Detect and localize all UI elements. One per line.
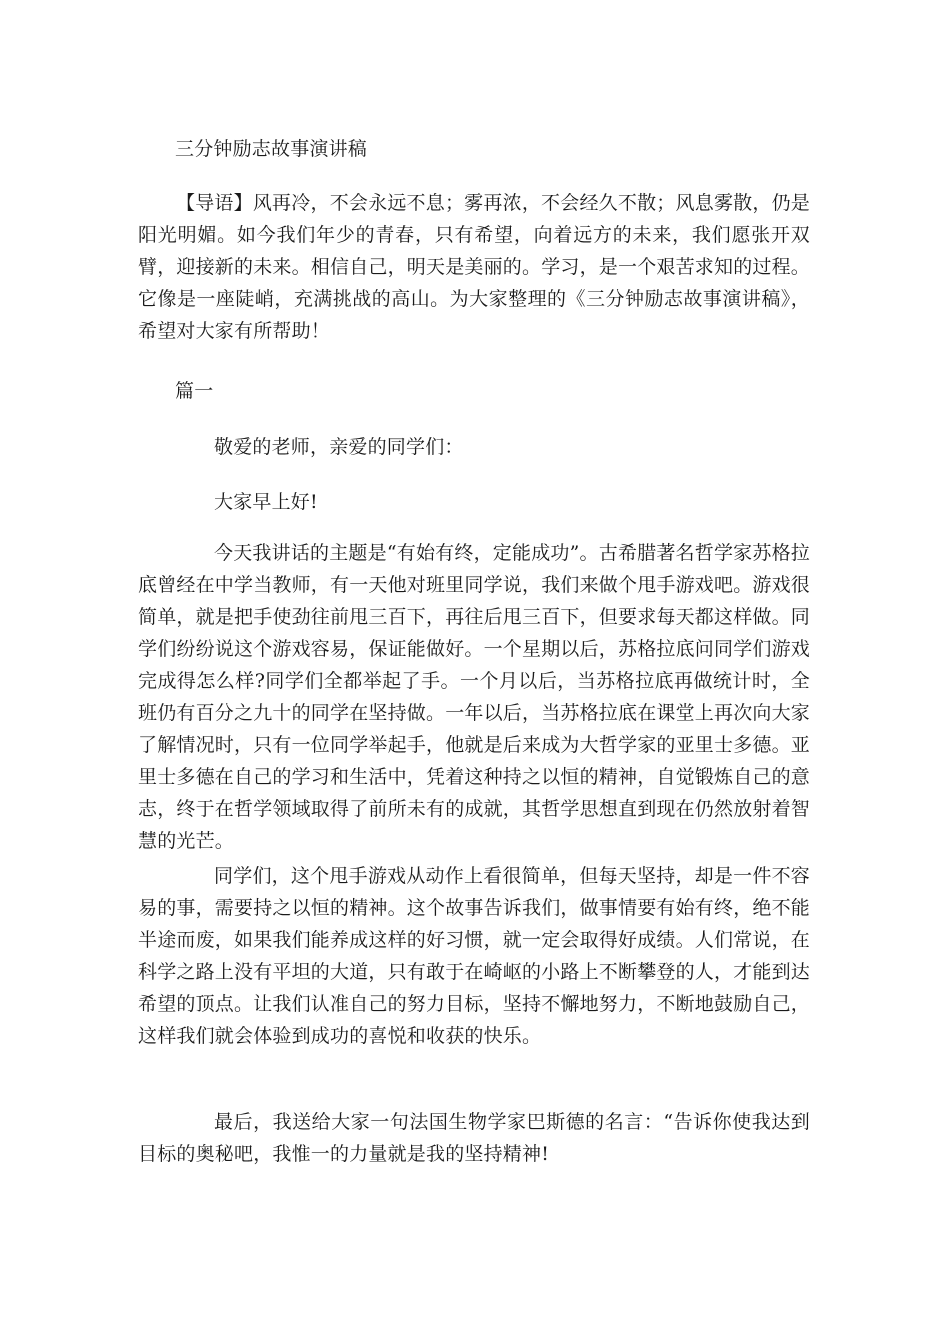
intro-paragraph: 【导语】风再冷，不会永远不息；雾再浓，不会经久不散；风息雾散，仍是阳光明媚。如今我们年少的青春，只有希望，向着远方的未来，我们愿张开双臂，迎接新的未来。相信自己，明天是美丽的。学习，是一个艰苦求知的过程。它像是一座陡峭，充满挑战的高山。为大家整理的《三分钟励志故事演讲稿》，希望对大家有所帮助！ <box>138 192 811 342</box>
body-paragraph-2: 同学们，这个甩手游戏从动作上看很简单，但每天坚持，却是一件不容易的事，需要持之以恒的精神。这个故事告诉我们，做事情要有始有终，绝不能半途而废，如果我们能养成这样的好习惯，就一定会取得好成绩。人们常说，在科学之路上没有平坦的大道，只有敢于在崎岖的小路上不断攀登的人，才能到达希望的顶点。让我们认准自己的努力目标，坚持不懈地努力，不断地鼓励自己，这样我们就会体验到成功的喜悦和收获的快乐。 <box>138 865 811 1047</box>
body-paragraph-1: 今天我讲话的主题是“有始有终，定能成功”。古希腊著名哲学家苏格拉底曾经在中学当教师，有一天他对班里同学说，我们来做个甩手游戏吧。游戏很简单，就是把手使劲往前甩三百下，再往后甩三百下，但要求每天都这样做。同学们纷纷说这个游戏容易，保证能做好。一个星期以后，苏格拉底问同学们游戏完成得怎么样?同学们全都举起了手。一个月以后，当苏格拉底再做统计时，全班仍有百分之九十的同学在坚持做。一年以后，当苏格拉底在课堂上再次向大家了解情况时，只有一位同学举起手，他就是后来成为大哲学家的亚里士多德。亚里士多德在自己的学习和生活中，凭着这种持之以恒的精神，自觉锻炼自己的意志，终于在哲学领域取得了前所未有的成就，其哲学思想直到现在仍然放射着智慧的光芒。 <box>138 542 811 852</box>
document-title: 三分钟励志故事演讲稿 <box>175 138 368 160</box>
greeting: 大家早上好! <box>214 491 318 513</box>
section-label: 篇一 <box>175 380 214 402</box>
body-paragraph-3: 最后，我送给大家一句法国生物学家巴斯德的名言：“告诉你使我达到目标的奥秘吧，我惟一的力量就是我的坚持精神! <box>138 1111 810 1165</box>
salutation: 敬爱的老师，亲爱的同学们： <box>214 436 464 458</box>
